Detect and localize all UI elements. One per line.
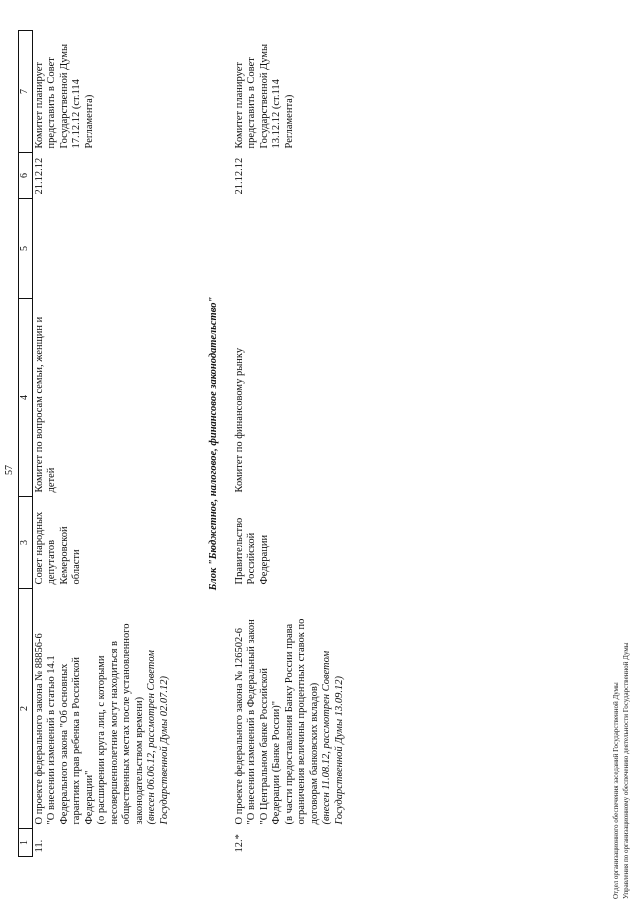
bill-line: договорам банковских вкладов): [308, 682, 320, 825]
committee-cell: Комитет по вопросам семьи, женщин и детей: [33, 316, 57, 493]
header-col-3: 3: [19, 497, 33, 589]
header-col-5: 5: [19, 199, 33, 299]
bill-line: "О внесении изменений в статью 14.1: [46, 655, 57, 825]
initiator-cell: Правительство Российской Федерации: [233, 517, 270, 585]
note-cell: Комитет планирует представить в Совет Государственной Думы 13.12.12 (ст.114 Регламента): [233, 43, 295, 149]
bill-line: Федерации (Банке России)": [271, 700, 282, 825]
bill-line: (о расширении круга лиц, с которыми: [96, 655, 107, 825]
bill-line: Федерации": [83, 770, 95, 825]
bill-line: Федерального закона "Об основных: [58, 663, 70, 825]
bill-line: О проекте федерального закона № 88856-6: [33, 633, 45, 825]
footer-line-2: Управления по организационному обеспечению деятельности Государственной Думы: [622, 642, 630, 899]
bill-line: несовершеннолетние могут находиться в: [108, 640, 120, 825]
bills-table: [18, 30, 347, 857]
note-cell: Комитет планирует представить в Совет Государственной Думы 17.12.12 (ст.114 Регламента): [33, 43, 95, 149]
header-col-1: 1: [19, 829, 33, 857]
bill-line: (в части предоставления Банку России права: [283, 623, 295, 825]
table-row: [233, 31, 348, 857]
footer-line-1: Отдел организационного обеспечения заседаний Государственной Думы: [612, 682, 620, 899]
page-number: 57: [4, 465, 15, 475]
bill-cell: [32, 589, 172, 829]
bill-line: "О внесении изменений в Федеральный закон: [246, 619, 257, 825]
date-cell: 21.12.12: [33, 157, 45, 195]
header-col-7: 7: [19, 31, 33, 153]
col5-cell: [32, 199, 172, 299]
block-heading-row: [172, 31, 233, 857]
bill-line: ограничения величины процентных ставок по: [296, 618, 307, 825]
bill-line: "О Центральном банке Российской: [258, 667, 270, 825]
bill-line: общественных местах после установленного: [121, 623, 132, 825]
initiator-cell: Совет народных депутатов Кемеровской области: [33, 511, 82, 585]
bill-note: (внесен 11.08.12, рассмотрен Советом Государственной Думы 13.09.12): [321, 650, 345, 825]
row-number: 12.*: [233, 834, 245, 853]
committee-cell: Комитет по финансовому рынку: [233, 347, 245, 493]
bill-note: (внесен 06.06.12, рассмотрен Советом Государственной Думы 02.07.12): [146, 650, 170, 825]
row-number: 11.: [33, 839, 45, 853]
header-col-6: 6: [19, 153, 33, 199]
header-row: [19, 31, 33, 857]
col5-cell: [233, 199, 348, 299]
header-col-2: 2: [19, 589, 33, 829]
bill-line: законодательством времени): [133, 696, 145, 825]
bill-cell: [233, 589, 348, 829]
date-cell: 21.12.12: [233, 157, 245, 195]
block-heading: Блок "Бюджетное, налоговое, финансовое законодательство": [208, 296, 219, 591]
header-col-4: 4: [19, 299, 33, 497]
bill-line: гарантиях прав ребенка в Российской: [71, 657, 82, 825]
bill-line: О проекте федерального закона № 126502-6: [233, 627, 245, 825]
table-row: [32, 31, 172, 857]
